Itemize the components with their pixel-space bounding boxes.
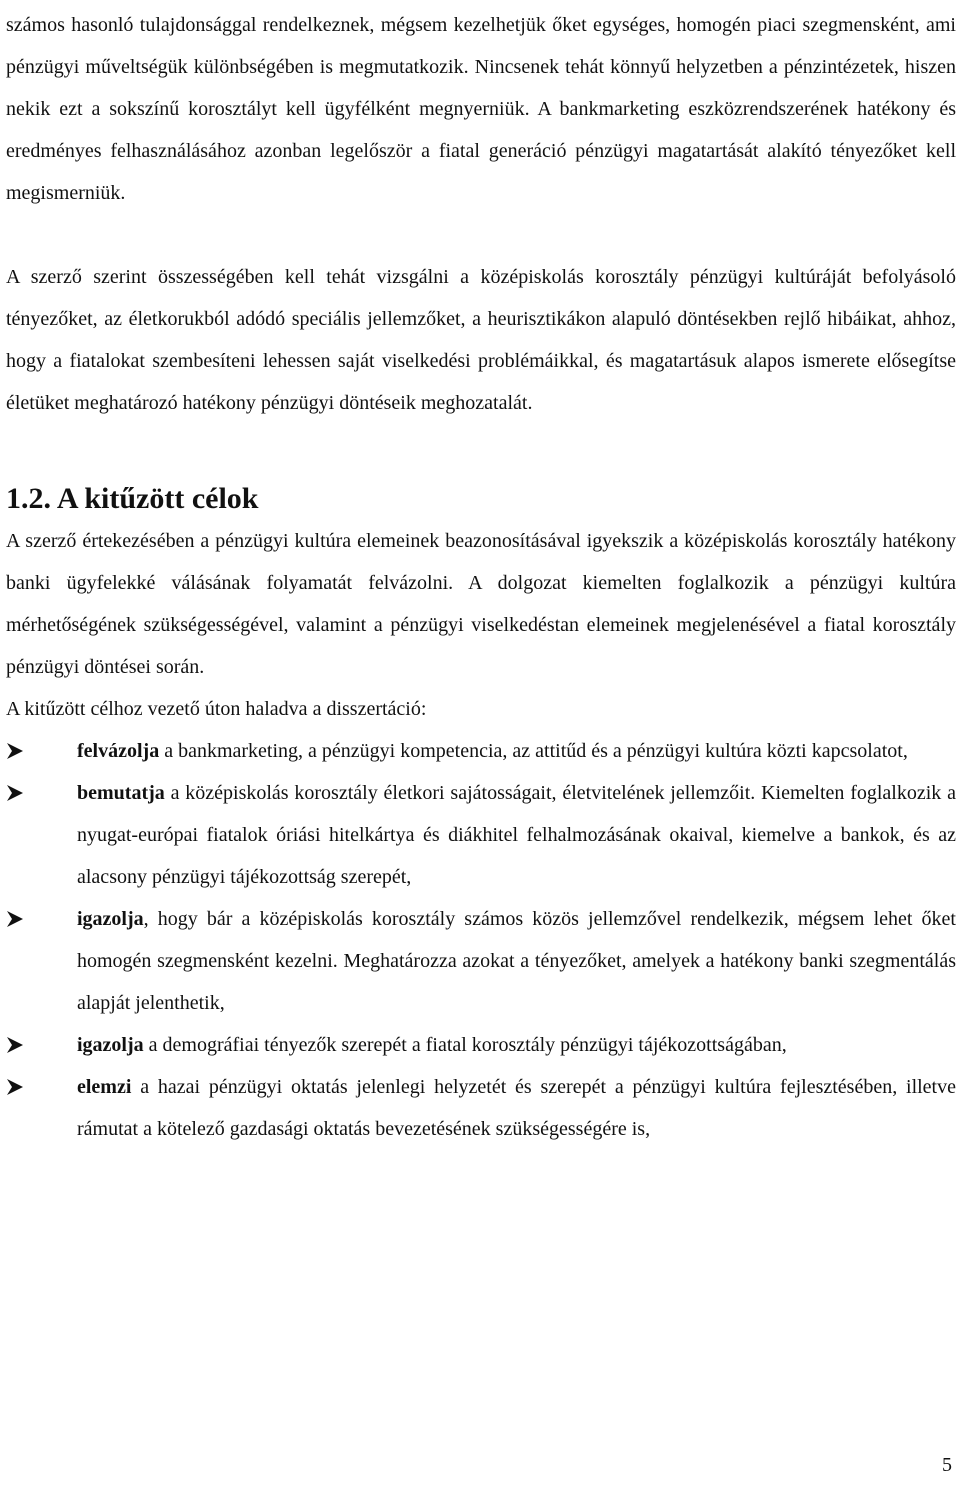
section-heading: 1.2. A kitűzött célok — [6, 482, 259, 515]
page-number: 5 — [942, 1454, 952, 1476]
list-item — [6, 1024, 956, 1066]
arrowhead-bullet-icon — [6, 1036, 24, 1054]
bullet-keyword: igazolja — [77, 1034, 144, 1056]
bullet-text: a középiskolás korosztály életkori sajátosságait, életvitelének jellemzőit. Kiemelten foglalkozik a nyugat-európai fiatalok óriási hitelkártya és diákhitel felhalmozásának okaival, kiemelve a bankok, és az alacsony pénzügyi tájékozottság szerepét, — [77, 782, 956, 888]
arrowhead-bullet-icon — [6, 784, 24, 802]
section-objectives — [6, 478, 956, 1150]
bullet-text: a demográfiai tényezők szerepét a fiatal korosztály pénzügyi tájékozottságában, — [143, 1034, 787, 1056]
arrowhead-bullet-icon — [6, 910, 24, 928]
list-item — [6, 1066, 956, 1150]
paragraph-objectives: A szerző értekezésében a pénzügyi kultúra elemeinek beazonosításával igyekszik a középiskolás korosztály hatékony banki ügyfelekké válásának folyamatát felvázolni. A dolgozat kiemelten foglalkozik a pénzügyi kultúra mérhetőségének szükségességével, valamint a pénzügyi viselkedéstan elemeinek megjelenésével a fiatal korosztály pénzügyi döntései során. — [6, 530, 956, 678]
bullet-text: a hazai pénzügyi oktatás jelenlegi helyzetét és szerepét a pénzügyi kultúra fejlesztésében, illetve rámutat a kötelező gazdasági oktatás bevezetésének szükségességére is, — [77, 1076, 956, 1140]
arrowhead-bullet-icon — [6, 1078, 24, 1096]
paragraph-intro: számos hasonló tulajdonsággal rendelkeznek, mégsem kezelhetjük őket egységes, homogén piaci szegmensként, ami pénzügyi műveltségük különbségében is megmutatkozik. Nincsenek tehát könnyű helyzetben a pénzintézetek, hiszen nekik ezt a sokszínű korosztályt kell ügyfélként megnyerniük. A bankmarketing eszközrendszerének hatékony és eredményes felhasználásához azonban legelőször a fiatal generáció pénzügyi magatartását alakító tényezőket kell megismerniük. — [6, 14, 956, 204]
document-page — [6, 4, 956, 1150]
bullet-keyword: elemzi — [77, 1076, 132, 1098]
objectives-list — [6, 730, 956, 1150]
list-item — [6, 730, 956, 772]
paragraph-lead-in: A kitűzött célhoz vezető úton haladva a disszertáció: — [6, 698, 427, 720]
bullet-text: a bankmarketing, a pénzügyi kompetencia, az attitűd és a pénzügyi kultúra közti kapcsolatot, — [159, 740, 908, 762]
arrowhead-bullet-icon — [6, 742, 24, 760]
bullet-keyword: igazolja — [77, 908, 144, 930]
list-item — [6, 898, 956, 1024]
paragraph-analysis: A szerző szerint összességében kell tehát vizsgálni a középiskolás korosztály pénzügyi kultúráját befolyásoló tényezőket, az életkorukból adódó speciális jellemzőket, a heurisztikákon alapuló döntésekben rejlő hibáikat, ahhoz, hogy a fiatalokat szembesíteni lehessen saját viselkedési problémáikkal, és magatartásuk alapos ismerete elősegítse életüket meghatározó hatékony pénzügyi döntéseik meghozatalát. — [6, 266, 956, 414]
list-item — [6, 772, 956, 898]
bullet-text: , hogy bár a középiskolás korosztály számos közös jellemzővel rendelkezik, mégsem lehet őket homogén szegmensként kezelni. Meghatározza azokat a tényezőket, amelyek a hatékony banki szegmentálás alapját jelenthetik, — [77, 908, 956, 1014]
bullet-keyword: bemutatja — [77, 782, 165, 804]
bullet-keyword: felvázolja — [77, 740, 160, 762]
